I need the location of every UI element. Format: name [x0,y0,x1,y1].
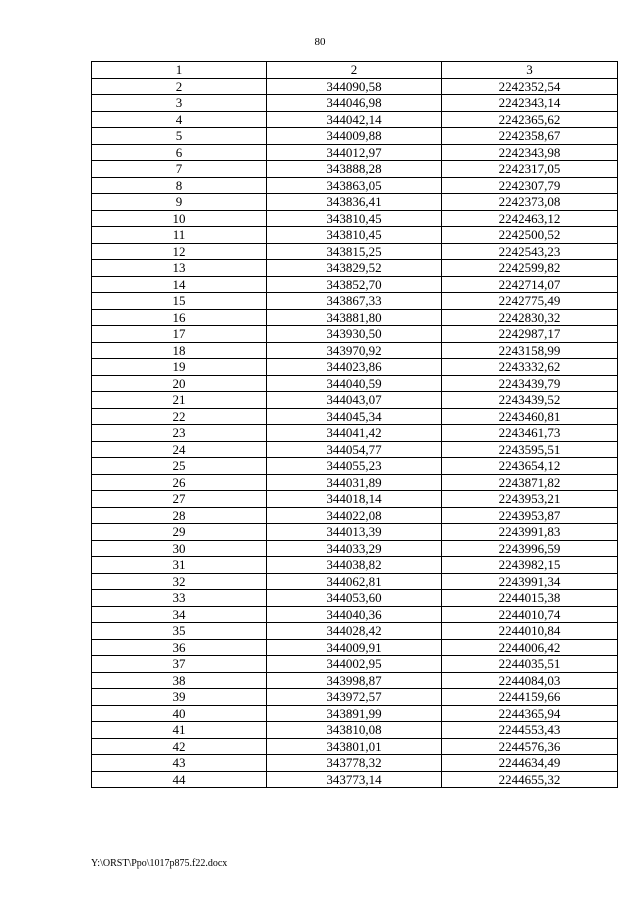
y-coordinate-cell: 2244006,42 [442,639,618,656]
y-coordinate-cell: 2244010,84 [442,623,618,640]
table-row [92,557,618,574]
x-coordinate-cell: 344062,81 [267,573,442,590]
y-coordinate-cell: 2242373,08 [442,194,618,211]
x-coordinate-cell: 343891,99 [267,705,442,722]
point-number-cell: 14 [92,276,267,293]
page-number: 80 [314,36,326,48]
point-number-cell: 29 [92,524,267,541]
y-coordinate-cell: 2244084,03 [442,672,618,689]
y-coordinate-cell: 2242830,32 [442,309,618,326]
table-row [92,293,618,310]
table-row [92,392,618,409]
point-number-cell: 39 [92,689,267,706]
table-row [92,491,618,508]
table-row [92,639,618,656]
x-coordinate-cell: 344042,14 [267,111,442,128]
y-coordinate-cell: 2242463,12 [442,210,618,227]
table-row [92,276,618,293]
y-coordinate-cell: 2242343,14 [442,95,618,112]
table-row [92,755,618,772]
y-coordinate-cell: 2244159,66 [442,689,618,706]
point-number-cell: 6 [92,144,267,161]
y-coordinate-cell: 2243982,15 [442,557,618,574]
x-coordinate-cell: 344041,42 [267,425,442,442]
point-number-cell: 34 [92,606,267,623]
x-coordinate-cell: 344043,07 [267,392,442,409]
table-row [92,672,618,689]
table-row [92,375,618,392]
column-header-1: 1 [92,62,267,79]
x-coordinate-cell: 344046,98 [267,95,442,112]
y-coordinate-cell: 2243461,73 [442,425,618,442]
point-number-cell: 15 [92,293,267,310]
y-coordinate-cell: 2243953,87 [442,507,618,524]
x-coordinate-cell: 344022,08 [267,507,442,524]
x-coordinate-cell: 344002,95 [267,656,442,673]
footer-file-path: Y:\ORST\Ppo\1017p875.f22.docx [91,858,228,869]
table-row [92,458,618,475]
x-coordinate-cell: 344040,59 [267,375,442,392]
y-coordinate-cell: 2243996,59 [442,540,618,557]
x-coordinate-cell: 344018,14 [267,491,442,508]
x-coordinate-cell: 343829,52 [267,260,442,277]
table-row [92,78,618,95]
x-coordinate-cell: 344045,34 [267,408,442,425]
y-coordinate-cell: 2242599,82 [442,260,618,277]
table-row [92,705,618,722]
point-number-cell: 33 [92,590,267,607]
y-coordinate-cell: 2244365,94 [442,705,618,722]
table-row [92,722,618,739]
y-coordinate-cell: 2243991,83 [442,524,618,541]
table-row [92,656,618,673]
table-row [92,606,618,623]
point-number-cell: 5 [92,128,267,145]
y-coordinate-cell: 2244655,32 [442,771,618,788]
y-coordinate-cell: 2244015,38 [442,590,618,607]
table-row [92,309,618,326]
point-number-cell: 37 [92,656,267,673]
x-coordinate-cell: 343863,05 [267,177,442,194]
table-row [92,474,618,491]
table-row [92,524,618,541]
y-coordinate-cell: 2242352,54 [442,78,618,95]
point-number-cell: 13 [92,260,267,277]
point-number-cell: 9 [92,194,267,211]
point-number-cell: 3 [92,95,267,112]
point-number-cell: 23 [92,425,267,442]
table-row [92,95,618,112]
point-number-cell: 32 [92,573,267,590]
x-coordinate-cell: 344028,42 [267,623,442,640]
point-number-cell: 20 [92,375,267,392]
point-number-cell: 8 [92,177,267,194]
table-row [92,342,618,359]
y-coordinate-cell: 2244576,36 [442,738,618,755]
y-coordinate-cell: 2244035,51 [442,656,618,673]
x-coordinate-cell: 343801,01 [267,738,442,755]
point-number-cell: 40 [92,705,267,722]
y-coordinate-cell: 2242714,07 [442,276,618,293]
table-row [92,260,618,277]
x-coordinate-cell: 344053,60 [267,590,442,607]
x-coordinate-cell: 344090,58 [267,78,442,95]
point-number-cell: 17 [92,326,267,343]
x-coordinate-cell: 344023,86 [267,359,442,376]
x-coordinate-cell: 344040,36 [267,606,442,623]
table-row [92,161,618,178]
table-row [92,227,618,244]
x-coordinate-cell: 344009,88 [267,128,442,145]
table-row [92,111,618,128]
y-coordinate-cell: 2242500,52 [442,227,618,244]
point-number-cell: 26 [92,474,267,491]
column-header-3: 3 [442,62,618,79]
y-coordinate-cell: 2244553,43 [442,722,618,739]
column-header-2: 2 [267,62,442,79]
point-number-cell: 43 [92,755,267,772]
x-coordinate-cell: 343852,70 [267,276,442,293]
table-row [92,243,618,260]
point-number-cell: 41 [92,722,267,739]
point-number-cell: 21 [92,392,267,409]
x-coordinate-cell: 343773,14 [267,771,442,788]
y-coordinate-cell: 2244010,74 [442,606,618,623]
x-coordinate-cell: 344054,77 [267,441,442,458]
point-number-cell: 42 [92,738,267,755]
table-row [92,441,618,458]
x-coordinate-cell: 343867,33 [267,293,442,310]
point-number-cell: 16 [92,309,267,326]
y-coordinate-cell: 2242365,62 [442,111,618,128]
table-row [92,689,618,706]
x-coordinate-cell: 344013,39 [267,524,442,541]
y-coordinate-cell: 2243871,82 [442,474,618,491]
table-header-row [92,62,618,79]
point-number-cell: 35 [92,623,267,640]
x-coordinate-cell: 343881,80 [267,309,442,326]
x-coordinate-cell: 343810,08 [267,722,442,739]
x-coordinate-cell: 344031,89 [267,474,442,491]
point-number-cell: 27 [92,491,267,508]
point-number-cell: 10 [92,210,267,227]
y-coordinate-cell: 2242317,05 [442,161,618,178]
point-number-cell: 25 [92,458,267,475]
table-row [92,623,618,640]
point-number-cell: 11 [92,227,267,244]
point-number-cell: 31 [92,557,267,574]
table-row [92,194,618,211]
point-number-cell: 38 [92,672,267,689]
point-number-cell: 4 [92,111,267,128]
x-coordinate-cell: 343778,32 [267,755,442,772]
table-row [92,408,618,425]
table-body [92,78,618,788]
x-coordinate-cell: 344033,29 [267,540,442,557]
table-row [92,144,618,161]
y-coordinate-cell: 2242343,98 [442,144,618,161]
table-row [92,128,618,145]
x-coordinate-cell: 343998,87 [267,672,442,689]
x-coordinate-cell: 343810,45 [267,210,442,227]
point-number-cell: 19 [92,359,267,376]
table-row [92,590,618,607]
x-coordinate-cell: 343815,25 [267,243,442,260]
table-row [92,507,618,524]
point-number-cell: 44 [92,771,267,788]
point-number-cell: 24 [92,441,267,458]
y-coordinate-cell: 2242543,23 [442,243,618,260]
table-row [92,771,618,788]
point-number-cell: 2 [92,78,267,95]
table-row [92,573,618,590]
point-number-cell: 36 [92,639,267,656]
table-row [92,210,618,227]
y-coordinate-cell: 2243439,52 [442,392,618,409]
x-coordinate-cell: 343970,92 [267,342,442,359]
y-coordinate-cell: 2242358,67 [442,128,618,145]
y-coordinate-cell: 2243595,51 [442,441,618,458]
table-row [92,425,618,442]
point-number-cell: 22 [92,408,267,425]
y-coordinate-cell: 2242307,79 [442,177,618,194]
point-number-cell: 7 [92,161,267,178]
coordinates-table [91,61,618,788]
y-coordinate-cell: 2243158,99 [442,342,618,359]
x-coordinate-cell: 344055,23 [267,458,442,475]
x-coordinate-cell: 343888,28 [267,161,442,178]
table-row [92,738,618,755]
x-coordinate-cell: 344038,82 [267,557,442,574]
x-coordinate-cell: 344009,91 [267,639,442,656]
point-number-cell: 30 [92,540,267,557]
y-coordinate-cell: 2242775,49 [442,293,618,310]
y-coordinate-cell: 2244634,49 [442,755,618,772]
table-row [92,177,618,194]
y-coordinate-cell: 2243991,34 [442,573,618,590]
y-coordinate-cell: 2243654,12 [442,458,618,475]
table-row [92,540,618,557]
y-coordinate-cell: 2243953,21 [442,491,618,508]
x-coordinate-cell: 343930,50 [267,326,442,343]
y-coordinate-cell: 2243460,81 [442,408,618,425]
x-coordinate-cell: 343836,41 [267,194,442,211]
y-coordinate-cell: 2243439,79 [442,375,618,392]
x-coordinate-cell: 343810,45 [267,227,442,244]
table-row [92,326,618,343]
point-number-cell: 18 [92,342,267,359]
table-row [92,359,618,376]
x-coordinate-cell: 343972,57 [267,689,442,706]
x-coordinate-cell: 344012,97 [267,144,442,161]
point-number-cell: 12 [92,243,267,260]
point-number-cell: 28 [92,507,267,524]
y-coordinate-cell: 2242987,17 [442,326,618,343]
y-coordinate-cell: 2243332,62 [442,359,618,376]
